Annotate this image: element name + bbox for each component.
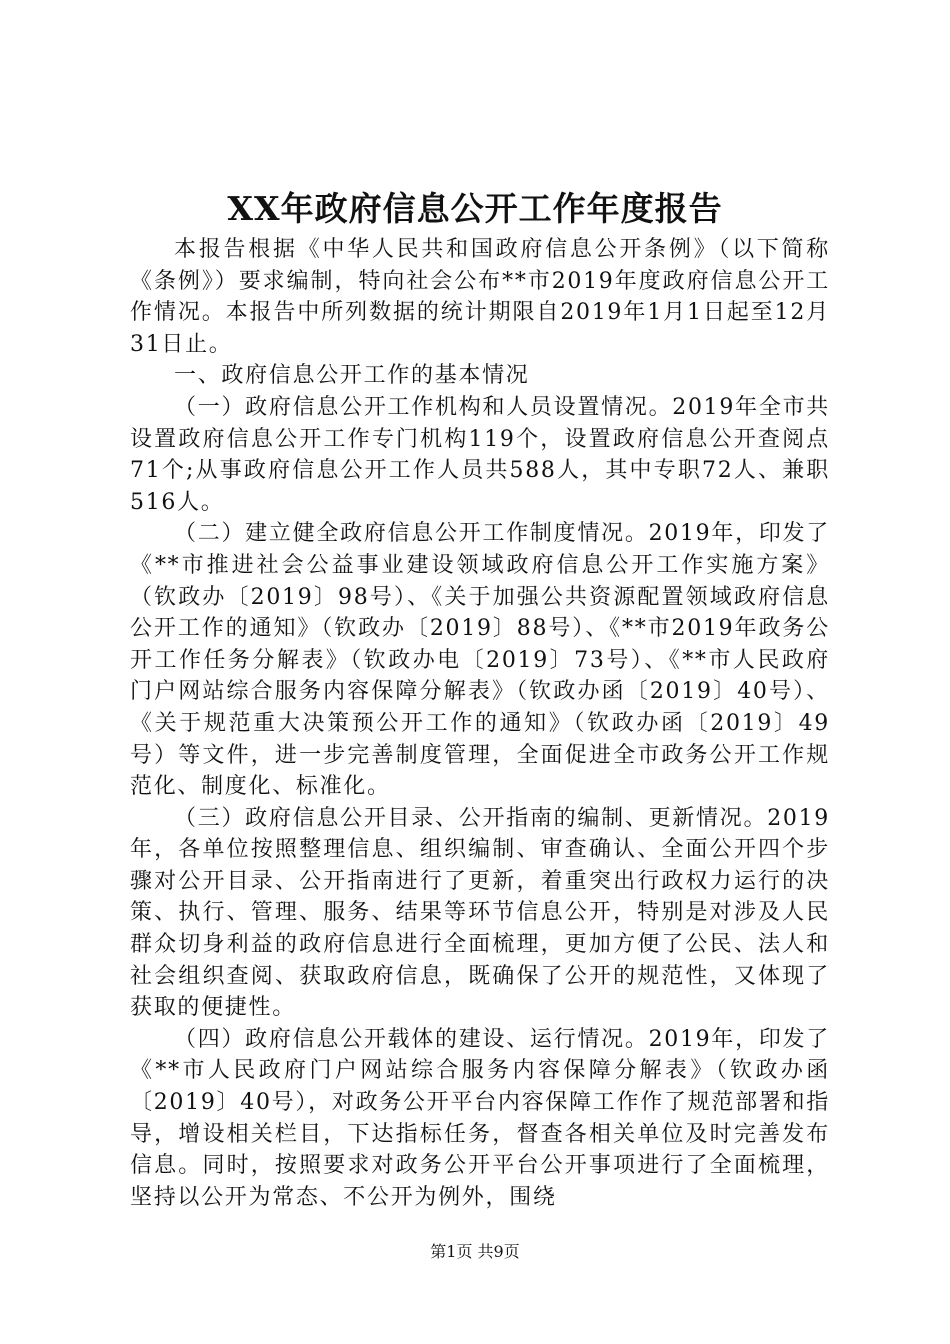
paragraph-section-1: （一）政府信息公开工作机构和人员设置情况。2019年全市共设置政府信息公开工作专门机构119个，设置政府信息公开查阅点71个;从事政府信息公开工作人员共588人，其中专职72人、兼职516人。 (130, 394, 830, 515)
document-title: XX年政府信息公开工作年度报告 (227, 189, 723, 228)
section-heading-basic-situation: 一、政府信息公开工作的基本情况 (174, 363, 530, 389)
paragraph-section-4: （四）政府信息公开载体的建设、运行情况。2019年，印发了《**市人民政府门户网站综合服务内容保障分解表》（钦政办函〔2019〕40号），对政务公开平台内容保障工作作了规范部署和指导，增设相关栏目，下达指标任务，督查各相关单位及时完善发布信息。同时，按照要求对政务公开平台公开事项进行了全面梳理，坚持以公开为常态、不公开为例外，围绕 (130, 1026, 830, 1210)
page-number-footer: 第1页 共9页 (430, 1242, 520, 1261)
paragraph-section-2: （二）建立健全政府信息公开工作制度情况。2019年，印发了《**市推进社会公益事业建设领域政府信息公开工作实施方案》（钦政办〔2019〕98号）、《关于加强公共资源配置领域政府信息公开工作的通知》（钦政办〔2019〕88号）、《**市2019年政务公开工作任务分解表》（钦政办电〔2019〕73号）、《**市人民政府门户网站综合服务内容保障分解表》（钦政办函〔2019〕40号）、《关于规范重大决策预公开工作的通知》（钦政办函〔2019〕49号）等文件，进一步完善制度管理，全面促进全市政务公开工作规范化、制度化、标准化。 (130, 521, 830, 800)
paragraph-section-3: （三）政府信息公开目录、公开指南的编制、更新情况。2019年，各单位按照整理信息、组织编制、审查确认、全面公开四个步骤对公开目录、公开指南进行了更新，着重突出行政权力运行的决策、执行、管理、服务、结果等环节信息公开，特别是对涉及人民群众切身利益的政府信息进行全面梳理，更加方便了公民、法人和社会组织查阅、获取政府信息，既确保了公开的规范性，又体现了获取的便捷性。 (130, 805, 830, 1021)
paragraph-intro: 本报告根据《中华人民共和国政府信息公开条例》（以下简称《条例》）要求编制，特向社会公布**市2019年度政府信息公开工作情况。本报告中所列数据的统计期限自2019年1月1日起至12月31日止。 (130, 237, 830, 357)
document-body (130, 234, 830, 1213)
